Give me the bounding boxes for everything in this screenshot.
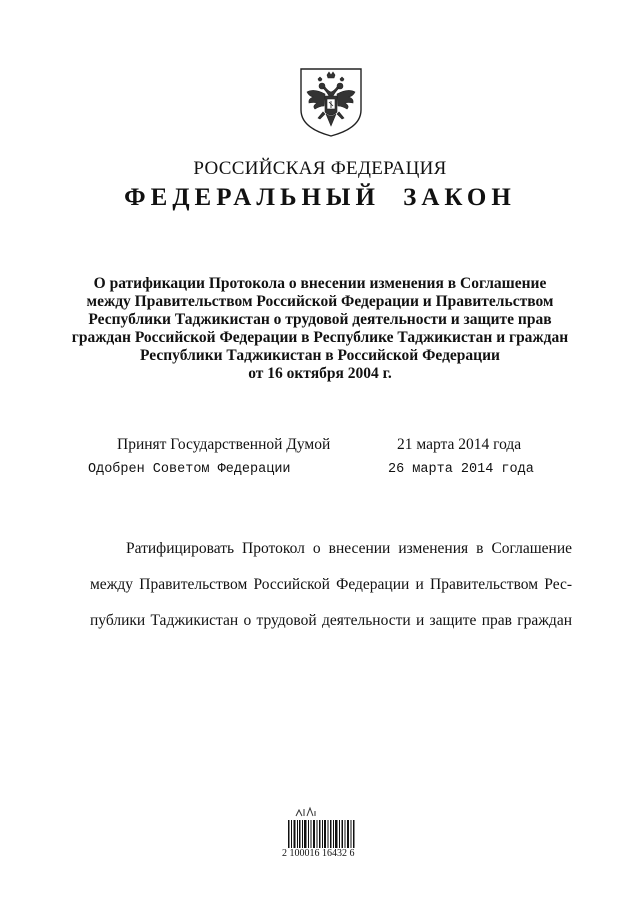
barcode-icon [288, 820, 356, 848]
subject-line: граждан Российской Федерации в Республике Таджикистан и граждан [71, 329, 569, 346]
subject-line: Республики Таджикистан в Российской Федерации [140, 347, 500, 364]
body-line: публики Таджикистан о трудовой деятельности и защите прав граждан [90, 612, 572, 629]
coat-of-arms-icon [298, 66, 364, 138]
council-approval-label: Одобрен Советом Федерации [88, 462, 291, 477]
body-line: между Правительством Российской Федерации и Правительством Рес- [90, 576, 572, 593]
subject-line: от 16 октября 2004 г. [248, 365, 392, 382]
duma-adoption-label: Принят Государственной Думой [117, 436, 331, 453]
document-type-title: ФЕДЕРАЛЬНЫЙ ЗАКОН [124, 184, 516, 211]
barcode-number: 2 100016 16432 6 [282, 848, 355, 859]
document-barcode [282, 806, 362, 866]
barcode-header-mark [294, 806, 318, 821]
body-line: Ратифицировать Протокол о внесении изменения в Соглашение [126, 540, 572, 557]
duma-adoption-date: 21 марта 2014 года [397, 436, 522, 453]
subject-line: О ратификации Протокола о внесении изменения в Соглашение [93, 275, 547, 292]
subject-line: Республики Таджикистан о трудовой деятельности и защите прав [88, 311, 552, 328]
subject-line: между Правительством Российской Федерации и Правительством [86, 293, 554, 310]
council-approval-date: 26 марта 2014 года [388, 462, 534, 477]
law-subject [60, 275, 580, 383]
country-name: РОССИЙСКАЯ ФЕДЕРАЦИЯ [193, 158, 447, 179]
